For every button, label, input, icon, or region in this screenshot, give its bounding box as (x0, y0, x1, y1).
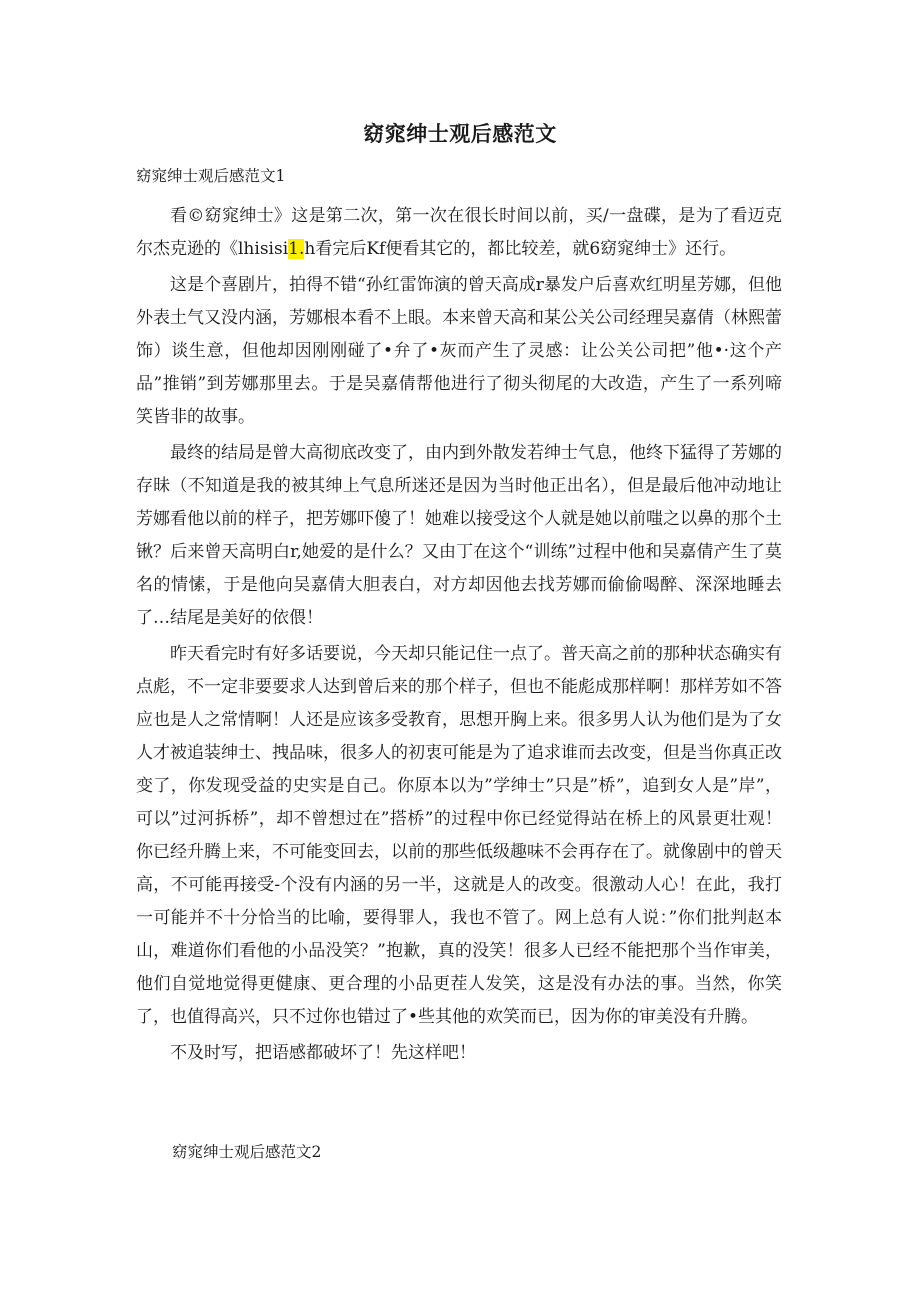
paragraph-2: 这是个喜剧片，拍得不错“孙红雷饰演的曾天高成r暴发户后喜欢红明星芳娜，但他外表土气又没内涵，芳娜根本看不上眼。本来曾天高和某公关公司经理吴嘉倩（林熙蕾饰）谈生意，但他却因刚刚碰了•弁了•灰而产生了灵感：让公关公司把”他•·这个产品”推销”到芳娜那里去。于是吴嘉倩帮他进行了彻头彻尾的大改造，产生了一系列啼笑皆非的故事。 (136, 275, 782, 427)
highlighted-text: 1. (288, 239, 305, 259)
section-heading-1: 窈窕绅士观后感范文1 (136, 167, 286, 185)
paragraph-3: 最终的结局是曾大高彻底改变了，由内到外散发若绅士气息，他终下猛得了芳娜的存昧（不知道是我的被其绅上气息所迷还是因为当时他正出名），但是最后他冲动地让芳娜看他以前的样子，把芳娜吓傻了！她难以接受这个人就是她以前嗤之以鼻的那个土锹？后来曾天高明白r,她爱的是什么？又由丁在这个“训练”过程中他和吴嘉倩产生了莫名的情愫，于是他向吴嘉倩大胆表白，对方却因他去找芳娜而偷偷喝醉、深深地睡去了…结尾是美好的依偎！ (136, 443, 782, 628)
paragraph-1-text-a: 看©窈窕绅士》这是第二次，第一次在很长时间以前，买/一盘碟，是为了看迈克尔杰克逊的《lhisisi (136, 206, 782, 259)
paragraph-1-text-b: h看完后Kf便看其它的，都比较差，就6窈窕绅士》还行。 (304, 239, 737, 259)
paragraph-1 (136, 200, 782, 266)
paragraph-5: 不及时写，把语感都破坏了！先这样吧！ (170, 1043, 476, 1063)
article-body (136, 200, 782, 1070)
document-title: 窈窕绅士观后感范文 (363, 122, 557, 146)
paragraph-4: 昨天看完时有好多话要说，今天却只能记住一点了。普天高之前的那种状态确实有点彪，不一定非要要求人达到曾后来的那个样子，但也不能彪成那样啊！那样芳如不答应也是人之常情啊！人还是应该多受教育，思想开胸上来。很多男人认为他们是为了女人才被追装绅士、拽品味，很多人的初衷可能是为了追求谁而去改变，但是当你真正改变了，你发现受益的史实是自己。你原本以为”学绅士”只是”桥”，追到女人是”岸”，可以”过河拆桥”，却不曾想过在”搭桥”的过程中你已经觉得站在桥上的风景更壮观！你已经升腾上来，不可能变回去，以前的那些低级趣味不会再存在了。就像剧中的曾天高，不可能再接受-个没有内涵的另一半，这就是人的改变。很激动人心！在此，我打一可能并不十分恰当的比喻，要得罪人，我也不管了。网上总有人说：”你们批判赵本山，难道你们看他的小品没笑？”抱歉，真的没笑！很多人已经不能把那个当作审美，他们自觉地觉得更健康、更合理的小品更茬人发笑，这是没有办法的事。当然，你笑了，也值得高兴，只不过你也错过了•些其他的欢笑而已，因为你的审美没有升腾。 (136, 644, 782, 1027)
section-heading-2: 窈窕绅士观后感范文2 (172, 1143, 322, 1161)
